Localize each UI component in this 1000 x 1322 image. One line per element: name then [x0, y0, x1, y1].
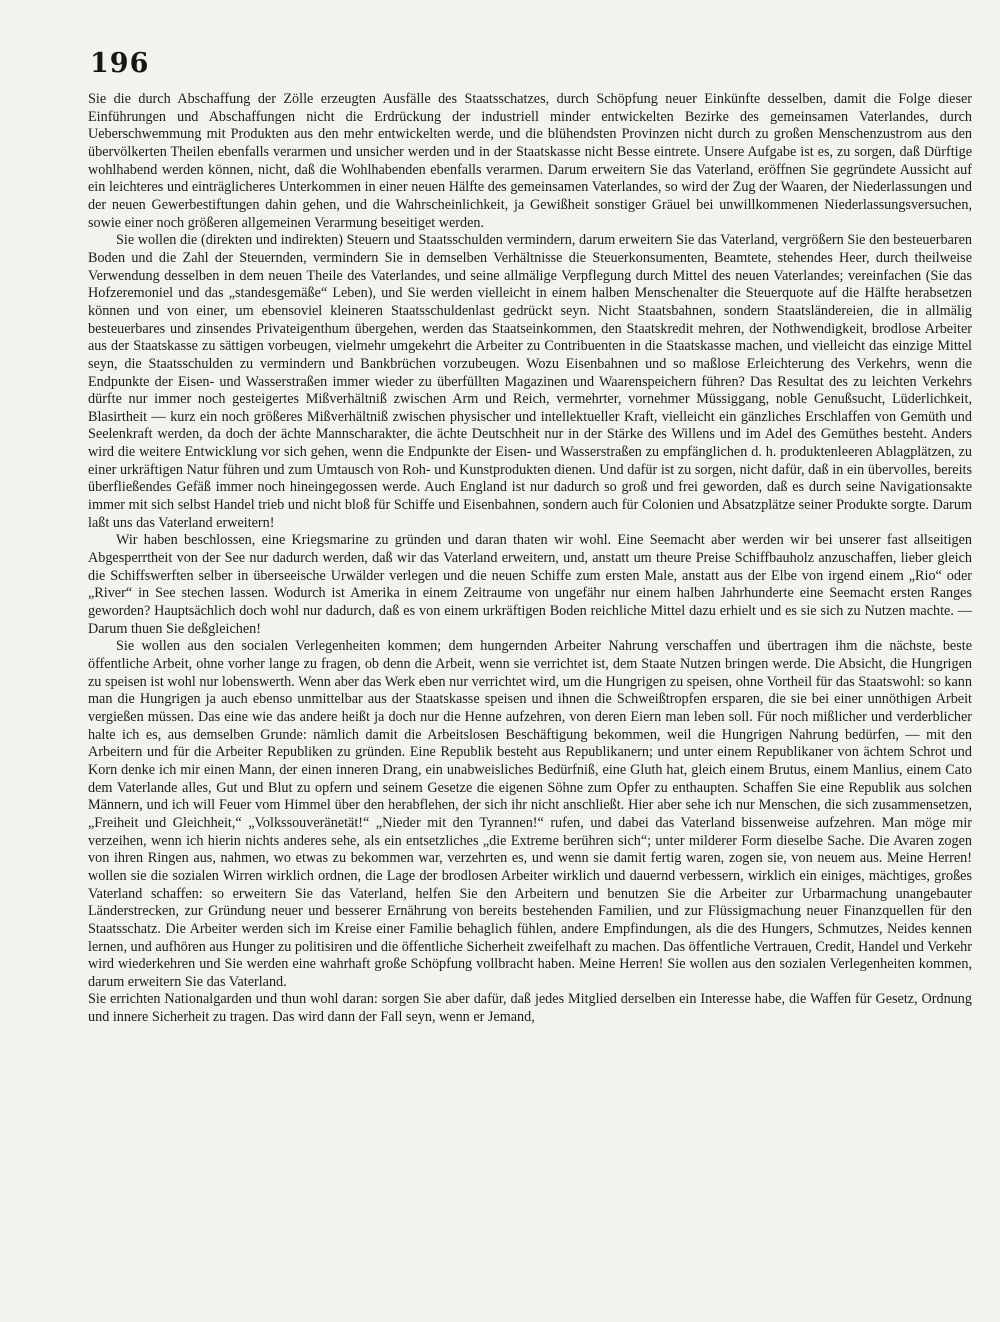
page-number: 196 [90, 48, 150, 79]
paragraph-1: Sie die durch Abschaffung der Zölle erzeugten Ausfälle des Staatsschatzes, durch Schöpfung neuer Einkünfte desselben, damit die Folge dieser Einführungen und Abschaffungen nicht die Erdrückung der industriell minder entwickelten Bezirke des gemeinsamen Vaterlandes, durch Ueberschwemmung mit Produkten aus den mehr entwickelten werde, und die blühendsten Provinzen nicht durch zu großen Menschenzustrom aus den übervölkerten Theilen ebenfalls verarmen und unsicher werden und in der Staatskasse nicht Besse eintrete. Unsere Aufgabe ist es, zu sorgen, daß Dürftige wohlhabend werden können, nicht, daß die Wohlhabenden ebenfalls verarmen. Darum erweitern Sie das Vaterland, eröffnen Sie gegründete Aussicht auf ein leichteres und einträglicheres Unterkommen in einer neuen Hälfte des gemeinsamen Vaterlandes, so wird der Zug der Waaren, der Niederlassungen und der neuen Gewerbestiftungen dahin gehen, und die Wahrscheinlichkeit, ja Gewißheit sonstiger Gräuel bei unwillkommenen Niederlassungsversuchen, sowie einer noch größeren allgemeinen Verarmung beseitiget werden. [88, 91, 972, 231]
body-text [88, 91, 972, 1027]
paragraph-5: Sie errichten Nationalgarden und thun wohl daran: sorgen Sie aber dafür, daß jedes Mitglied derselben ein Interesse habe, die Waffen für Gesetz, Ordnung und innere Sicherheit zu tragen. Das wird dann der Fall seyn, wenn er Jemand, [88, 991, 972, 1026]
paragraph-3: Wir haben beschlossen, eine Kriegsmarine zu gründen und daran thaten wir wohl. Eine Seemacht aber werden wir bei unserer fast allseitigen Abgesperrtheit von der See nur dadurch werden, daß wir das Vaterland erweitern, und, anstatt um theure Preise Schiffbauholz anzuschaffen, lieber gleich die Schiffswerften selber in überseeische Urwälder verlegen und die neuen Schiffe zum ersten Male, anstatt aus der Elbe von irgend einem „Rio“ oder „River“ in See stechen lassen. Wodurch ist Amerika in einem Zeitraume von ungefähr nur einem halben Jahrhunderte eine Seemacht ersten Ranges geworden? Hauptsächlich doch wohl nur dadurch, daß es von einem urkräftigen Boden reichliche Mittel dazu erhielt und es sie sich zu Nutzen machte. — Darum thuen Sie deßgleichen! [88, 532, 972, 637]
paragraph-2: Sie wollen die (direkten und indirekten) Steuern und Staatsschulden vermindern, darum erweitern Sie das Vaterland, vergrößern Sie den besteuerbaren Boden und die Zahl der Steuernden, vermindern Sie in demselben Verhältnisse die Steuerkonsumenten, Beamtete, stehendes Heer, durch theilweise Verwendung desselben in dem neuen Theile des Vaterlandes, und seine allmälige Verpflegung durch Mittel des neuen Vaterlandes; vereinfachen (Sie das Hofzeremoniel und das „standesgemäße“ Leben), und Sie werden vielleicht in einem halben Menschenalter die Steuerquote auf die Hälfte herabsetzen können und von einer, um ebensoviel kleineren Staatsschuldenlast gedrückt seyn. Nicht Staatsbahnen, sondern Staatsländereien, die in allmälig besteuerbares und zinsendes Privateigenthum übergehen, werden das Staatseinkommen, den Staatskredit mehren, der Nothwendigkeit, brodlose Arbeiter aus der Staatskasse zu sättigen vorbeugen, vielmehr umgekehrt die Arbeiter zu Contribuenten in die Staatskasse machen, und vielleicht das einzige Mittel seyn, die Staatsschulden zu vermindern und Bankbrüchen vorzubeugen. Wozu Eisenbahnen und so maßlose Erleichterung des Verkehrs, wenn die Endpunkte der Eisen- und Wasserstraßen immer wieder zu überfüllten Magazinen und Waarenspeichern führen? Das Resultat des zu leichten Verkehrs dürfte nur immer noch gesteigertes Mißverhältniß zwischen Arm und Reich, vermehrter, vornehmer Müssiggang, noble Genußsucht, Lüderlichkeit, Blasirtheit — kurz ein noch größeres Mißverhältniß zwischen physischer und intellektueller Kraft, vielleicht ein gänzliches Erschlaffen von Gemüth und Seelenkraft werden, da doch der ächte Mannscharakter, die ächte Deutschheit nur in der Stärke des Willens und im Adel des Gemüthes besteht. Anders wird die weitere Entwicklung vor sich gehen, wenn die Endpunkte der Eisen- und Wasserstraßen zu empfänglichen d. h. produktenleeren Ablagplätzen, zu einer urkräftigen Natur führen und zum Umtausch von Roh- und Kunstprodukten dienen. Und dafür ist zu sorgen, nicht dafür, daß in ein übervolles, bereits überfließendes Gefäß immer noch hineingegossen werde. Auch England ist nur dadurch so groß und frei geworden, daß es durch seine Navigationsakte immer mit sich selbst Handel trieb und nicht bloß für Schiffe und Eisenbahnen, sondern auch für Colonien und Absatzplätze seiner Produkte sorgte. Darum laßt uns das Vaterland erweitern! [88, 232, 972, 531]
paragraph-4: Sie wollen aus den socialen Verlegenheiten kommen; dem hungernden Arbeiter Nahrung verschaffen und übertragen ihm die nächste, beste öffentliche Arbeit, ohne vorher lange zu fragen, ob denn die Arbeit, wenn sie verrichtet ist, dem Staate Nutzen bringen werde. Die Absicht, die Hungrigen zu speisen ist wohl nur lobenswerth. Wenn aber das Werk eben nur verrichtet wird, um die Hungrigen zu speisen, ohne Vortheil für das Staatswohl: so kann man die Hungrigen ja auch ebenso unmittelbar aus der Staatskasse speisen und ihnen die Schweißtropfen ersparen, die sie bei einer unnöthigen Arbeit vergießen müssen. Das eine wie das andere heißt ja doch nur die Henne aufzehren, von deren Eiern man leben soll. Für noch mißlicher und verderblicher halte ich es, aus demselben Grunde: nämlich damit die Arbeitslosen Beschäftigung bekommen, weil die Hungrigen Nahrung bedürfen, — mit den Arbeitern und für die Arbeiter Republiken zu gründen. Eine Republik besteht aus Republikanern; und unter einem Republikaner von ächtem Schrot und Korn denke ich mir einen Mann, der einen inneren Drang, ein unabweisliches Bedürfniß, eine Gluth hat, gleich einem Brutus, einem Manlius, einem Cato dem Vaterlande alles, Gut und Blut zu opfern und seinem Gesetze die eigenen Söhne zum Opfer zu enthaupten. Schaffen Sie eine Republik aus solchen Männern, und ich will Feuer vom Himmel über den herabflehen, der sich ihr nicht anschließt. Hier aber sehe ich nur Menschen, die sich zusammensetzen, „Freiheit und Gleichheit,“ „Volkssouveränetät!“ „Nieder mit den Tyrannen!“ rufen, und dabei das Vaterland bissenweise aufzehren. Man möge mir verzeihen, wenn ich hierin nichts anderes sehe, als ein entsetzliches „die Extreme berühren sich“; unter milderer Form dieselbe Sache. Die Avaren zogen von ihren Ringen aus, nahmen, wo etwas zu bekommen war, verzehrten es, und wenn sie damit fertig waren, zogen sie, von neuem aus. Meine Herren! wollen sie die sozialen Wirren wirklich ordnen, die Lage der brodlosen Arbeiter wirklich und dauernd verbessern, wirklich ein einiges, mächtiges, großes Vaterland schaffen: so erweitern Sie das Vaterland, helfen Sie den Arbeitern und benutzen Sie die Arbeiter zur Urbarmachung unangebauter Länderstrecken, zur Gründung neuer und besserer Ernährung von bereits bestehenden Familien, und zur Flüssigmachung neuer Finanzquellen für den Staatsschatz. Die Arbeiter werden sich im Kreise einer Familie behaglich fühlen, andere Empfindungen, als die des Hungers, Schmutzes, Neides kennen lernen, und aufhören aus Hunger zu politisiren und die öffentliche Sicherheit zweifelhaft zu machen. Das öffentliche Vertrauen, Credit, Handel und Verkehr wird wiederkehren und Sie werden eine wahrhaft große Schöpfung vollbracht haben. Meine Herren! Sie wollen aus den sozialen Verlegenheiten kommen, darum erweitern Sie das Vaterland. [88, 638, 972, 990]
